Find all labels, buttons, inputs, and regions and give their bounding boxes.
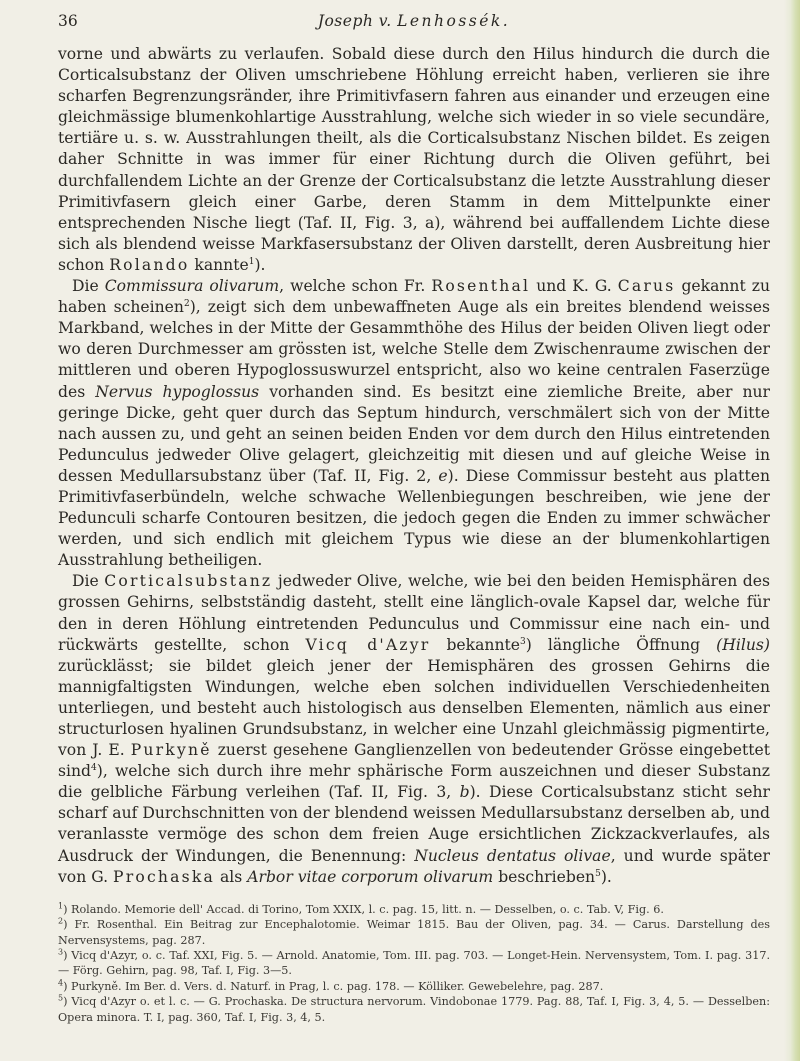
text-run: , welche schon Fr.	[279, 277, 426, 296]
text-run: ). Diese Corticalsubstanz sticht sehr scharf auf Durchschnitten von der blendend weissen Medullarsubstanz derselben ab, und veranlasste vermöge des schon dem freien Auge ersichtlichen Zickzackverlaufes, als Ausdruck der Windungen, die Benennung:	[58, 783, 770, 865]
person-name: Rosenthal	[431, 277, 531, 296]
person-name: Prochaska	[113, 867, 215, 886]
text-run: Die	[72, 277, 99, 296]
page-number: 36	[58, 12, 78, 30]
footnote-mark: 3	[58, 947, 64, 957]
person-name: Carus	[617, 277, 676, 296]
text-run: ), zeigt sich dem unbewaffneten Auge als ein breites blendend weisses Markband, welches in der Mitte der Gesammthöhe des Hilus der beiden Oliven liegt oder wo deren Durchmesser am grössten ist, welche Stelle dem Zwischenraume zwischen der mittleren und oberen Hypoglossuswurzel entspricht, also wo keine centralen Faserzüge des	[58, 298, 770, 401]
footnote	[58, 994, 770, 1025]
footnote	[58, 948, 770, 979]
figure-letter: b	[459, 783, 470, 802]
latin-term: Nucleus dentatus olivae	[414, 846, 611, 865]
footnote-ref: 2	[183, 298, 190, 309]
paragraph-1-end: kannte	[194, 255, 249, 274]
text-run: jedweder Olive, welche, wie bei den beiden Hemisphären des grossen Gehirns, selbstständig dasteht, stellt eine länglich-ovale Kapsel dar, welche für den in deren Höhlung eintretenden Pedunculus und Commissur eine nach ein- und rückwärts gestellte, schon	[58, 572, 770, 654]
text-run: ).	[600, 867, 612, 886]
footnote	[58, 917, 770, 948]
paragraph-1-text: vorne und abwärts zu verlaufen. Sobald diese durch den Hilus hindurch die durch die Corticalsubstanz der Oliven umschriebene Höhlung erreicht haben, verlieren sie ihre scharfen Begrenzungsränder, ihre Primitivfasern fahren aus einander und erzeugen eine gleichmässige blumenkohlartige Ausstrahlung, welche sich wieder in so viele secundäre, tertiäre u. s. w. Ausstrahlungen theilt, als die Corticalsubstanz Nischen bildet. Es zeigen daher Schnitte in was immer für einer Richtung durch die Oliven geführt, bei durchfallendem Lichte an der Grenze der Corticalsubstanz die letzte Ausstrahlung dieser Primitivfasern gleich einer Garbe, deren Stamm in dem Mittelpunkte einer entsprechenden Nische liegt (Taf. II, Fig. 3, a), während bei auffallendem Lichte diese sich als blendend weisse Markfasersubstanz der Oliven darstellt, deren Ausbreitung hier schon	[58, 45, 770, 274]
person-name: Vicq d'Azyr	[305, 635, 431, 654]
footnote-ref: 4	[91, 763, 97, 773]
latin-term: Nervus hypoglossus	[95, 382, 260, 401]
footnote-mark: 2	[58, 916, 64, 926]
running-head	[58, 12, 770, 30]
text-run: gekannt zu haben scheinen	[58, 277, 770, 317]
footnote-mark: 5	[58, 993, 64, 1003]
person-name: Rolando	[109, 255, 190, 274]
footnote-text: ) Purkyně. Im Ber. d. Vers. d. Naturf. in Prag, l. c. pag. 178. — Kölliker. Gewebelehre, pag. 287.	[63, 979, 604, 993]
latin-term: Arbor vitae corporum olivarum	[247, 867, 494, 886]
running-head-first: Joseph v.	[317, 12, 392, 30]
text-run: Die	[72, 572, 99, 591]
footnote-text: ) Rolando. Memorie dell' Accad. di Torino, Tom XXIX, l. c. pag. 15, litt. n. — Desselben, o. c. Tab. V, Fig. 6.	[63, 902, 664, 916]
text-run: , und wurde später von G.	[58, 846, 770, 886]
body-text	[58, 44, 770, 888]
footnote-ref: 1	[248, 256, 255, 267]
paragraph-1-tail: ).	[254, 255, 266, 274]
page-header	[58, 6, 770, 36]
text-run: vorhanden sind. Es besitzt eine ziemliche Breite, aber nur geringe Dicke, geht quer durch das Septum hindurch, verschmälert sich von der Mitte nach aussen zu, und geht an seinen beiden Enden vor dem durch den Hilus eintretenden Pedunculus jedweder Olive gelagert, gleichzeitig mit diesen und auf gleiche Weise in dessen Medullarsubstanz über (Taf. II, Fig. 2,	[58, 382, 770, 485]
text-run: bekannte	[446, 635, 520, 654]
footnote-mark: 4	[58, 978, 64, 988]
text-run: als	[219, 867, 243, 886]
page-edge-shading	[784, 0, 800, 1061]
text-run: und K. G.	[536, 277, 612, 296]
paragraph-2	[58, 276, 770, 571]
footnote-ref: 3	[520, 636, 526, 647]
spaced-term: Corticalsubstanz	[104, 572, 273, 591]
book-page	[58, 6, 770, 1056]
footnotes	[58, 902, 770, 1025]
latin-term: Commissura olivarum	[104, 277, 280, 296]
figure-letter: e	[438, 466, 448, 485]
footnote-mark: 1	[58, 901, 64, 911]
person-name: Purkyně	[130, 741, 212, 760]
paragraph-3	[58, 571, 770, 887]
footnote	[58, 902, 770, 917]
text-run: zuerst gesehene Ganglienzellen von bedeutender Grösse eingebettet sind	[58, 741, 770, 781]
running-head-last: Lenhossék.	[397, 12, 511, 30]
text-run: beschrieben	[498, 867, 596, 886]
text-run: zurücklässt; sie bildet gleich jener der Hemisphären des grossen Gehirns die mannigfaltigsten Windungen, welche eben solchen individuellen Verschiedenheiten unterliegen, und besteht auch histologisch aus denselben Elementen, nämlich aus einer structurlosen hyalinen Grundsubstanz, in welcher eine Unzahl gleichmässig pigmentirte, von J. E.	[58, 656, 770, 760]
footnote-ref: 5	[595, 868, 601, 879]
text-run: ), welche sich durch ihre mehr sphärische Form auszeichnen und dieser Substanz die gelbliche Färbung verleihen (Taf. II, Fig. 3,	[58, 762, 770, 802]
text-run: ). Diese Commissur besteht aus platten Primitivfaserbündeln, welche schwache Wellenbiegungen beschreiben, wie jene der Pedunculi scharfe Contouren besitzen, die jedoch gegen die Enden zu immer schwächer werden, und sich endlich mit gleichem Typus wie diese an der blumenkohlartigen Ausstrahlung betheiligen.	[58, 466, 770, 570]
footnote-text: ) Vicq d'Azyr o. et l. c. — G. Prochaska. De structura nervorum. Vindobonae 1779. Pag. 88, Taf. I, Fig. 3, 4, 5. — Desselben: Opera minora. T. I, pag. 360, Taf. I, Fig. 3, 4, 5.	[58, 995, 770, 1024]
footnote	[58, 979, 770, 994]
footnote-text: ) Vicq d'Azyr, o. c. Taf. XXI, Fig. 5. — Arnold. Anatomie, Tom. III. pag. 703. — Longet-Hein. Nervensystem, Tom. I. pag. 317. — Förg. Gehirn, pag. 98, Taf. I, Fig. 3—5.	[58, 948, 770, 978]
text-run: ) längliche Öffnung	[525, 635, 701, 654]
latin-term: (Hilus)	[716, 635, 770, 654]
paragraph-1	[58, 44, 770, 276]
footnote-text: ) Fr. Rosenthal. Ein Beitrag zur Encephalotomie. Weimar 1815. Bau der Oliven, pag. 34. — Carus. Darstellung des Nervensystems, pag. 287.	[58, 918, 770, 947]
